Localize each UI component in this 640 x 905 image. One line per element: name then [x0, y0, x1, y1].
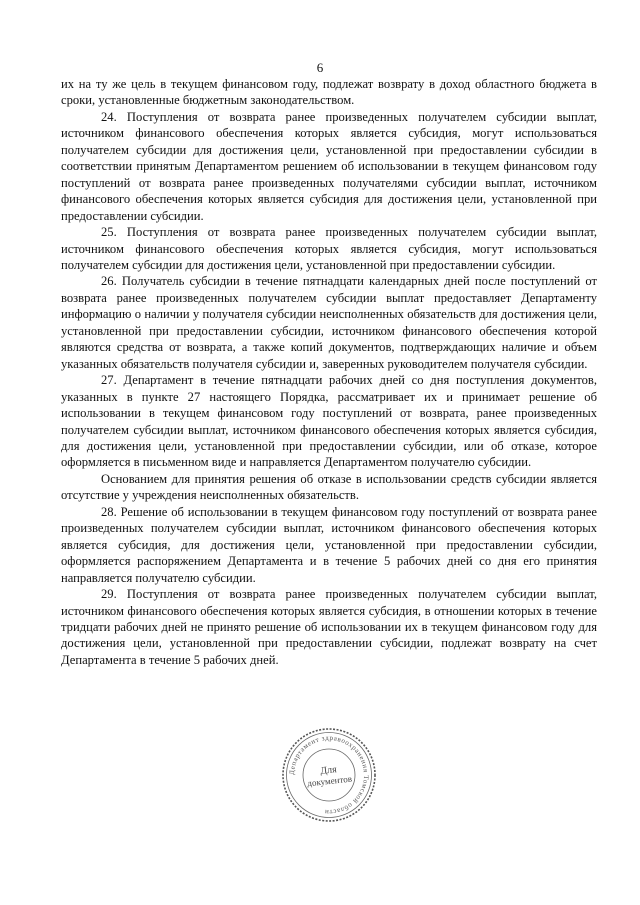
- stamp-seal: [280, 726, 378, 824]
- paragraph-29: 29. Поступления от возврата ранее произведенных получателем субсидии выплат, источником финансового обеспечения которых является субсидия, в отношении которых в течение тридцати рабочих дней не принято решение об использовании их в текущем финансовом году для достижения цели, установленной при предоставлении субсидии, подлежат возврату на счет Департамента в течение 5 рабочих дней.: [61, 587, 597, 667]
- paragraph-refusal-basis: Основанием для принятия решения об отказе в использовании средств субсидии является отсутствие у учреждения неисполненных обязательств.: [61, 471, 597, 503]
- page-number: 6: [316, 60, 324, 75]
- paragraph-26: 26. Получатель субсидии в течение пятнадцати календарных дней после поступлений от возврата ранее произведенных получателем субсидии выплат предоставляет Департаменту информацию о наличии у получателя субсидии неисполненных обязательств для достижения цели, установленной при предоставлении субсидии, источником финансового обеспечения которой являются средства от возврата, а также копий документов, подтверждающих наличие и объем указанных обязательств получателя субсидии и, заверенных руководителем получателя субсидии.: [61, 274, 597, 371]
- paragraph-28: 28. Решение об использовании в текущем финансовом году поступлений от возврата ранее произведенных получателем субсидии выплат, источником финансового обеспечения которых является субсидия, для достижения цели, установленной при предоставлении субсидии, оформляется распоряжением Департамента и в течение 5 рабочих дней со дня его принятия направляется получателю субсидии.: [61, 504, 597, 585]
- stamp-center-line-2: документов: [306, 773, 353, 789]
- stamp-center-line-1: Для: [319, 764, 338, 777]
- stamp-ring-text: Департамент здравоохранения Томской области: [287, 733, 371, 817]
- document-stamp: [280, 726, 378, 824]
- paragraph-continuation: их на ту же цель в текущем финансовом году, подлежат возврату в доход областного бюджета в сроки, установленные бюджетным законодательством.: [61, 77, 597, 108]
- paragraph-24: 24. Поступления от возврата ранее произведенных получателем субсидии выплат, источником финансового обеспечения которых является субсидия, могут использоваться получателем субсидии для достижения цели, установленной при предоставлении субсидии в соответствии принятым Департаментом решением об использовании в текущем финансовом году поступлений от возврата ранее произведенных получателями субсидии выплат, источником финансового обеспечения которых является субсидия для достижения цели, установленной при предоставлении субсидии.: [61, 109, 597, 223]
- paragraph-25: 25. Поступления от возврата ранее произведенных получателем субсидии выплат, источником финансового обеспечения которых является субсидия, могут использоваться получателем субсидии для достижения цели, установленной при предоставлении субсидии.: [61, 225, 597, 272]
- paragraph-27: 27. Департамент в течение пятнадцати рабочих дней со дня поступления документов, указанных в пункте 27 настоящего Порядка, рассматривает их и принимает решение об использовании в текущем финансовом году поступлений от возврата, ранее произведенных получателем субсидии выплат, источником финансового обеспечения которых является субсидия, для достижения цели, установленной при предоставлении субсидии, или об отказе, которое оформляется в письменном виде и направляется Департаментом получателю субсидии.: [61, 373, 597, 470]
- document-body: [61, 76, 597, 668]
